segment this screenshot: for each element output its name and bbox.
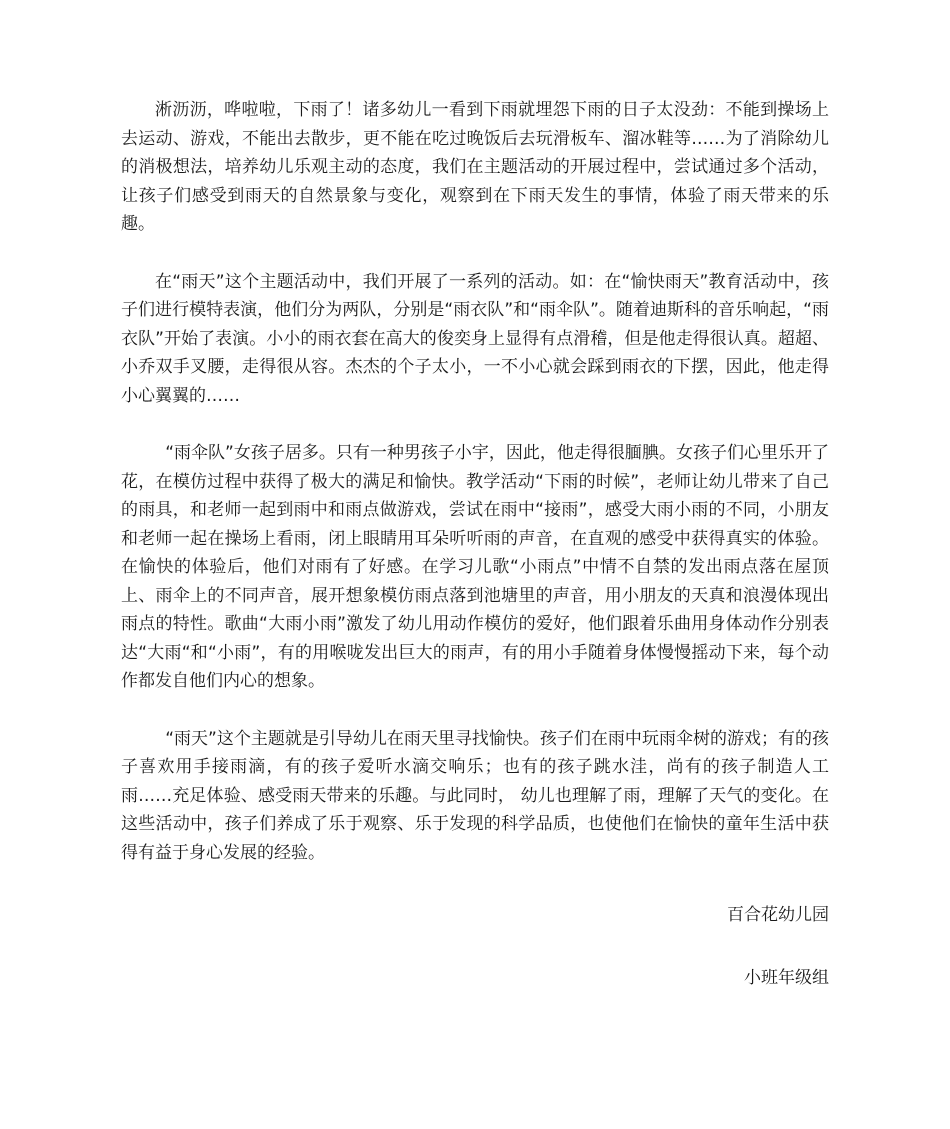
paragraph-conclusion: “雨天”这个主题就是引导幼儿在雨天里寻找愉快。孩子们在雨中玩雨伞树的游戏；有的孩子喜欢用手接雨滴，有的孩子爱听水滴交响乐；也有的孩子跳水洼，尚有的孩子制造人工雨……充足体验、感受雨天带来的乐趣。与此同时， 幼儿也理解了雨，理解了天气的变化。在这些活动中，孩子们养成了乐于观察、乐于发现的科学品质，也使他们在愉快的童年生活中获得有益于身心发展的经验。 [121,728,829,863]
signature-organization: 百合花幼儿园 [727,905,829,925]
paragraph-intro: 淅沥沥，哗啦啦，下雨了！诸多幼儿一看到下雨就埋怨下雨的日子太没劲：不能到操场上去运动、游戏，不能出去散步，更不能在吃过晚饭后去玩滑板车、溜冰鞋等……为了消除幼儿的消极想法，培养幼儿乐观主动的态度，我们在主题活动的开展过程中，尝试通过多个活动，让孩子们感受到雨天的自然景象与变化，观察到在下雨天发生的事情，体验了雨天带来的乐趣。 [121,100,829,234]
document-page [121,96,829,992]
paragraph-activities: 在“雨天”这个主题活动中，我们开展了一系列的活动。如：在“愉快雨天”教育活动中，孩子们进行模特表演，他们分为两队，分别是“雨衣队”和“雨伞队”。随着迪斯科的音乐响起，“雨衣队”开始了表演。小小的雨衣套在高大的俊奕身上显得有点滑稽，但是他走得很认真。超超、小乔双手叉腰，走得很从容。杰杰的个子太小，一不小心就会踩到雨衣的下摆，因此，他走得小心翼翼的…… [121,271,829,406]
signature-group: 小班年级组 [744,968,829,988]
paragraph-umbrella-team: “雨伞队”女孩子居多。只有一种男孩子小宇，因此，他走得很腼腆。女孩子们心里乐开了花，在模仿过程中获得了极大的满足和愉快。教学活动“下雨的时候”，老师让幼儿带来了自己的雨具，和老师一起到雨中和雨点做游戏，尝试在雨中“接雨”，感受大雨小雨的不同，小朋友和老师一起在操场上看雨，闭上眼睛用耳朵听听雨的声音，在直观的感受中获得真实的体验。在愉快的体验后，他们对雨有了好感。在学习儿歌“小雨点”中情不自禁的发出雨点落在屋顶上、雨伞上的不同声音，展开想象模仿雨点落到池塘里的声音，用小朋友的天真和浪漫体现出雨点的特性。歌曲“大雨小雨”激发了幼儿用动作模仿的爱好，他们跟着乐曲用身体动作分别表达“大雨“和“小雨”，有的用喉咙发出巨大的雨声，有的用小手随着身体慢慢摇动下来，每个动作都发自他们内心的想象。 [121,443,829,691]
